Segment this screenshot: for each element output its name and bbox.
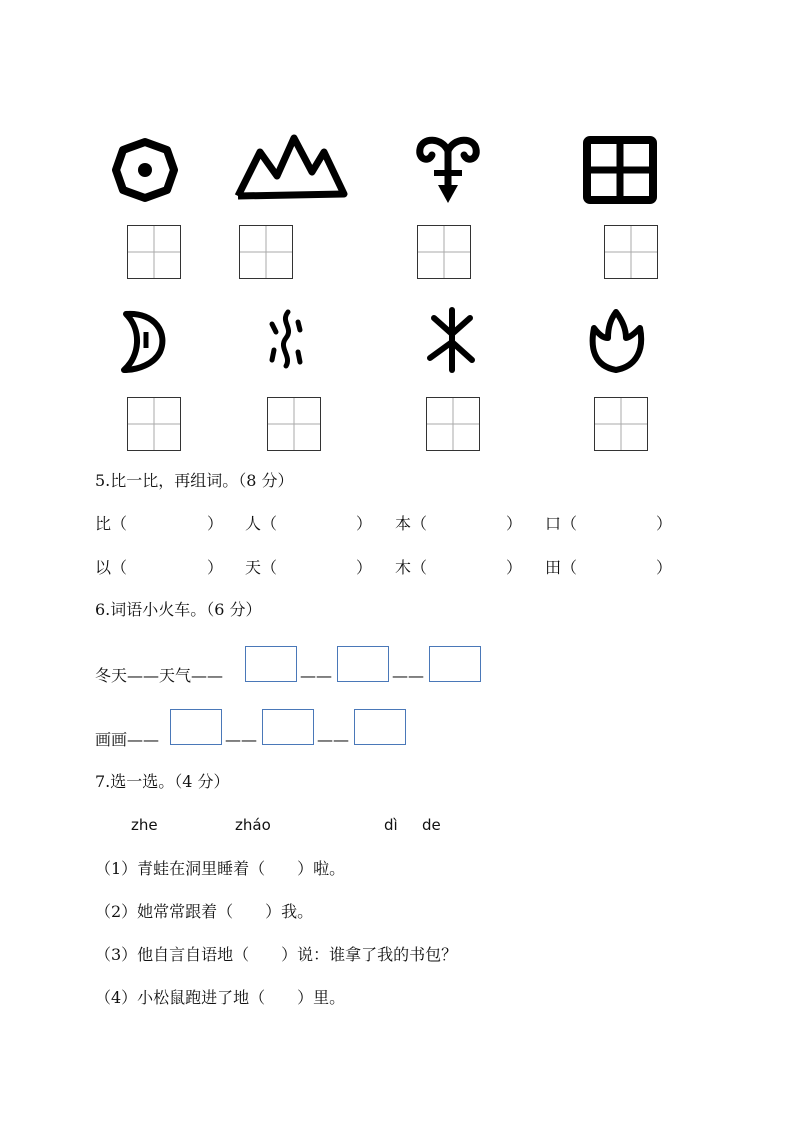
q5-r2-c1-open: 以（ — [95, 558, 128, 577]
writing-grid-6[interactable] — [267, 397, 321, 451]
q5-title: 5.比一比，再组词。（8 分） — [95, 471, 294, 490]
writing-grid-3[interactable] — [417, 225, 471, 279]
word-train-box-6[interactable] — [354, 709, 406, 745]
writing-grid-7[interactable] — [426, 397, 480, 451]
q6-line1-start: 冬天——天气—— — [95, 666, 224, 685]
q5-r2-c4-open: 田（ — [545, 558, 578, 577]
q5-r1-c4-open: 口（ — [545, 514, 578, 533]
q5-r1-c1-open: 比（ — [95, 514, 128, 533]
q6-line1-dash-1: —— — [300, 666, 332, 685]
word-train-box-4[interactable] — [170, 709, 222, 745]
writing-grid-1[interactable] — [127, 225, 181, 279]
q6-line1-dash-2: —— — [392, 666, 424, 685]
q6-line2-start: 画画—— — [95, 730, 160, 749]
q7-item-2: （2）她常常跟着（ ）我。 — [95, 902, 314, 921]
writing-grid-5[interactable] — [127, 397, 181, 451]
pinyin-zhe: zhe — [131, 816, 158, 834]
q5-r2-c3-close: ） — [506, 558, 523, 577]
tree-glyph — [424, 306, 476, 374]
q7-title: 7.选一选。（4 分） — [95, 772, 230, 791]
q5-r2-c3-open: 木（ — [395, 558, 428, 577]
moon-glyph — [116, 308, 172, 374]
q6-line2-dash-1: —— — [225, 730, 257, 749]
fire-glyph — [586, 308, 648, 376]
word-train-box-5[interactable] — [262, 709, 314, 745]
word-train-box-1[interactable] — [245, 646, 297, 682]
q5-r1-c1-close: ） — [207, 514, 224, 533]
q6-title: 6.词语小火车。（6 分） — [95, 600, 262, 619]
q7-item-1: （1）青蛙在洞里睡着（ ）啦。 — [95, 859, 346, 878]
mountain-glyph — [232, 132, 350, 202]
writing-grid-2[interactable] — [239, 225, 293, 279]
field-glyph — [582, 135, 658, 205]
writing-grid-8[interactable] — [594, 397, 648, 451]
pinyin-zhao: zháo — [235, 816, 271, 834]
q5-r1-c2-close: ） — [356, 514, 373, 533]
pinyin-de: de — [422, 816, 441, 834]
q7-item-4: （4）小松鼠跑进了地（ ）里。 — [95, 988, 346, 1007]
pinyin-di: dì — [384, 816, 398, 834]
word-train-box-3[interactable] — [429, 646, 481, 682]
q5-r2-c2-open: 天（ — [245, 558, 278, 577]
sheep-glyph — [412, 133, 484, 207]
writing-grid-4[interactable] — [604, 225, 658, 279]
sun-glyph — [112, 137, 178, 203]
q5-r1-c4-close: ） — [656, 514, 673, 533]
q6-line2-dash-2: —— — [317, 730, 349, 749]
q5-r2-c2-close: ） — [356, 558, 373, 577]
q5-r1-c3-open: 本（ — [395, 514, 428, 533]
q5-r2-c4-close: ） — [656, 558, 673, 577]
q5-r1-c2-open: 人（ — [245, 514, 278, 533]
water-glyph — [266, 306, 306, 370]
q5-r2-c1-close: ） — [207, 558, 224, 577]
word-train-box-2[interactable] — [337, 646, 389, 682]
q5-r1-c3-close: ） — [506, 514, 523, 533]
q7-item-3: （3）他自言自语地（ ）说：谁拿了我的书包？ — [95, 945, 458, 964]
